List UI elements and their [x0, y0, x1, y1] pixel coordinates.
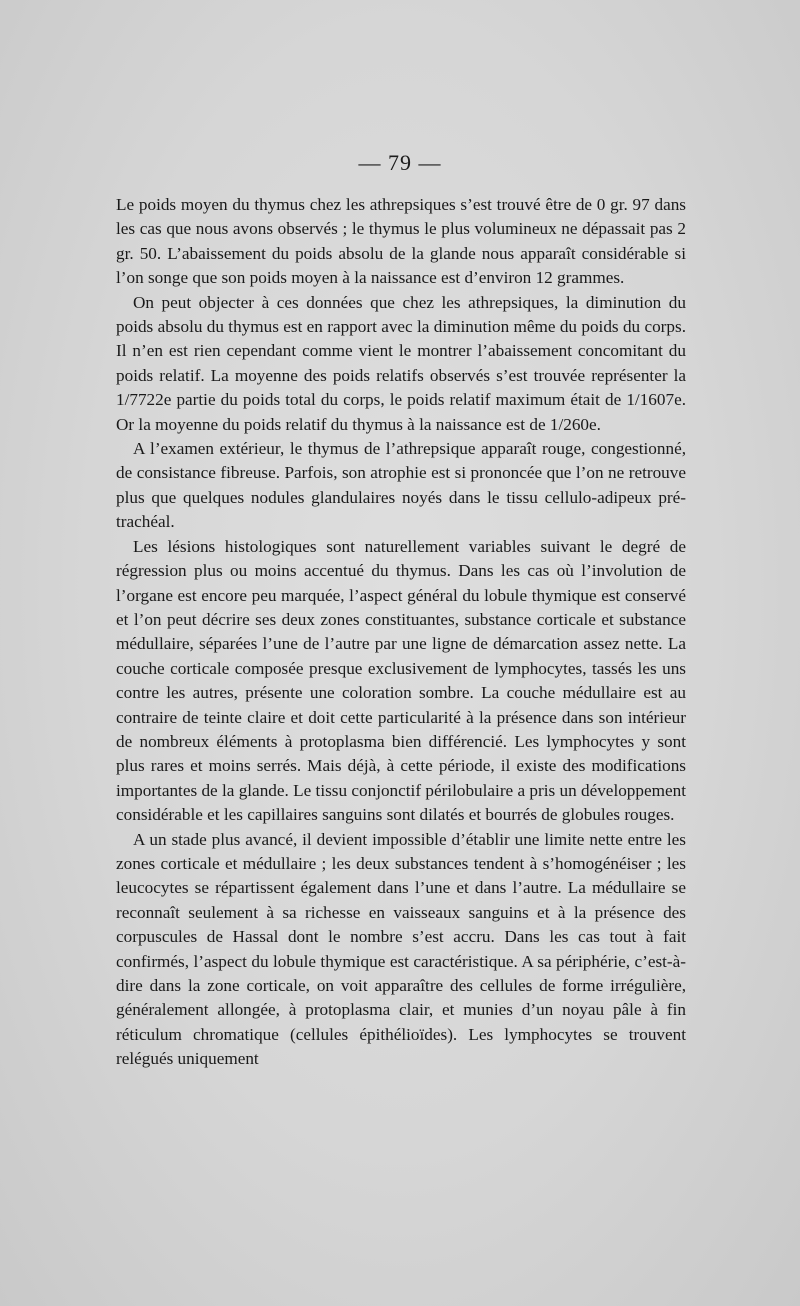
paragraph-2: On peut objecter à ces données que chez les athrepsiques, la diminution du poids absolu du thymus est en rapport avec la diminution même du poids du corps. Il n’en est rien cependant comme vient le montrer l’abaissement concomitant du poids relatif. La moyenne des poids relatifs observés s’est trouvée représenter la 1/7722e partie du poids total du corps, le poids relatif maximum était de 1/1607e. Or la moyenne du poids relatif du thymus à la naissance est de 1/260e. [116, 292, 686, 434]
paragraph-3: A l’examen extérieur, le thymus de l’athrepsique apparaît rouge, congestionné, de consistance fibreuse. Parfois, son atrophie est si prononcée que l’on ne retrouve plus que quelques nodules glandulaires noyés dans le tissu cellulo-adipeux pré-trachéal. [116, 439, 686, 532]
page-number: — 79 — [358, 150, 442, 175]
body-text [116, 193, 686, 1072]
paragraph-5: A un stade plus avancé, il devient impossible d’établir une limite nette entre les zones corticale et médullaire ; les deux substances tendent à s’homogénéiser ; les leucocytes se répartissent également dans l’une et dans l’autre. La médullaire se reconnaît seulement à sa richesse en vaisseaux sanguins et à la présence des corpuscules de Hassal dont le nombre s’est accru. Dans les cas tout à fait confirmés, l’aspect du lobule thymique est caractéristique. A sa périphérie, c’est-à-dire dans la zone corticale, on voit apparaître des cellules de forme irrégulière, généralement allongée, à protoplasma clair, et munies d’un noyau pâle à fin réticulum chromatique (cellules épithélioïdes). Les lymphocytes se trouvent relégués uniquement [116, 829, 686, 1069]
paragraph-4: Les lésions histologiques sont naturellement variables suivant le degré de régression plus ou moins accentué du thymus. Dans les cas où l’involution de l’organe est encore peu marquée, l’aspect général du lobule thymique est conservé et l’on peut décrire ses deux zones constituantes, substance corticale et substance médullaire, séparées l’une de l’autre par une ligne de démarcation assez nette. La couche corticale composée presque exclusivement de lymphocytes, tassés les uns contre les autres, présente une coloration sombre. La couche médullaire est au contraire de teinte claire et doit cette particularité à la présence dans son intérieur de nombreux éléments à protoplasma bien différencié. Les lymphocytes y sont plus rares et moins serrés. Mais déjà, à cette période, il existe des modifications importantes de la glande. Le tissu conjonctif périlobulaire a pris un développement considérable et les capillaires sanguins sont dilatés et bourrés de globules rouges. [116, 536, 686, 825]
paragraph-1: Le poids moyen du thymus chez les athrepsiques s’est trouvé être de 0 gr. 97 dans les cas que nous avons observés ; le thymus le plus volumineux ne dépassait pas 2 gr. 50. L’abaissement du poids absolu de la glande nous apparaît considérable si l’on songe que son poids moyen à la naissance est d’environ 12 grammes. [116, 195, 686, 288]
